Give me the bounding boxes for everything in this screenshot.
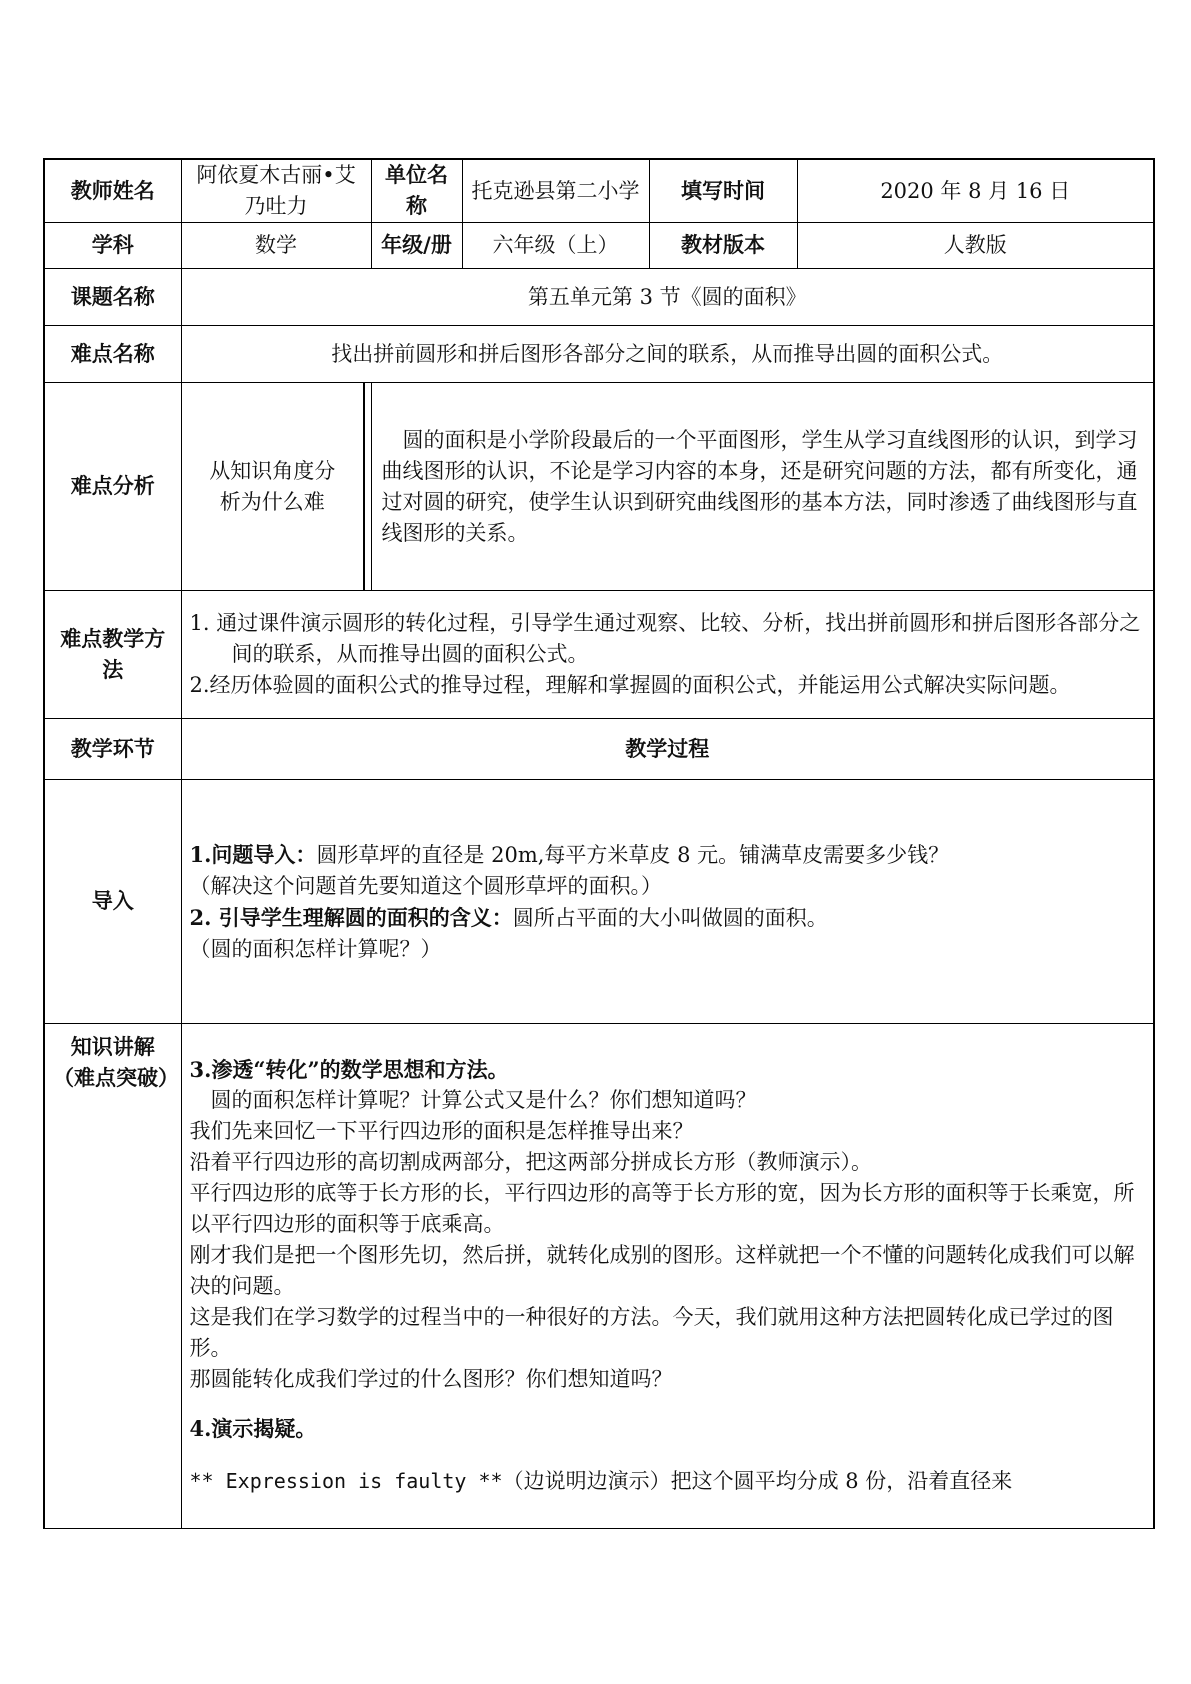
grade-label: 年级/册 xyxy=(371,223,462,269)
difficulty-value: 找出拼前圆形和拼后图形各部分之间的联系，从而推导出圆的面积公式。 xyxy=(181,326,1154,383)
knowledge-row xyxy=(44,1024,1154,1529)
knowledge-para-5: 刚才我们是把一个图形先切，然后拼，就转化成别的图形。这样就把一个不懂的问题转化成我们可以解决的问题。 xyxy=(189,1243,1135,1298)
intro-q1-text: 圆形草坪的直径是 20m,每平方米草皮 8 元。铺满草皮需要多少钱？ xyxy=(316,842,950,867)
analysis-sub-label: 从知识角度分析为什么难 xyxy=(181,383,364,591)
knowledge-para-1: 圆的面积怎样计算呢？计算公式又是什么？你们想知道吗？ xyxy=(210,1088,757,1112)
knowledge-sub-label: （难点突破） xyxy=(53,1066,179,1090)
date-label: 填写时间 xyxy=(649,159,797,223)
unit-name: 托克逊县第二小学 xyxy=(462,159,649,223)
knowledge-para-3: 沿着平行四边形的高切割成两部分，把这两部分拼成长方形（教师演示）。 xyxy=(189,1150,872,1174)
intro-q1-title: 1.问题导入： xyxy=(189,841,317,867)
method-content xyxy=(181,591,1154,719)
intro-q1-note: （解决这个问题首先要知道这个圆形草坪的面积。） xyxy=(189,873,662,898)
subject-value: 数学 xyxy=(181,223,371,269)
intro-content xyxy=(181,780,1154,1024)
process-title: 教学过程 xyxy=(181,719,1154,780)
method-item-2: 2.经历体验圆的面积公式的推导过程，理解和掌握圆的面积公式，并能运用公式解决实际问题。 xyxy=(189,673,1071,697)
lesson-plan-table xyxy=(43,158,1155,1529)
topic-label: 课题名称 xyxy=(44,269,181,326)
edition-value: 人教版 xyxy=(797,223,1154,269)
analysis-label: 难点分析 xyxy=(44,383,181,591)
teacher-name: 阿依夏木古丽•艾乃吐力 xyxy=(181,159,371,223)
header-row-1 xyxy=(44,159,1154,223)
intro-q2-note: （圆的面积怎样计算呢？） xyxy=(189,936,442,961)
process-header-row xyxy=(44,719,1154,780)
subject-label: 学科 xyxy=(44,223,181,269)
method-item-1: 1. 通过课件演示圆形的转化过程，引导学生通过观察、比较、分析，找出拼前圆形和拼后图形各部分之间的联系，从而推导出圆的面积公式。 xyxy=(189,611,1141,666)
section-4-title: 4.演示揭疑。 xyxy=(189,1416,317,1441)
intro-q2-title: 2. 引导学生理解圆的面积的含义： xyxy=(189,904,513,930)
difficulty-label: 难点名称 xyxy=(44,326,181,383)
topic-value: 第五单元第 3 节《圆的面积》 xyxy=(181,269,1154,326)
date-value: 2020 年 8 月 16 日 xyxy=(797,159,1154,223)
intro-q2-text: 圆所占平面的大小叫做圆的面积。 xyxy=(512,905,828,930)
unit-label: 单位名称 xyxy=(371,159,462,223)
process-label: 教学环节 xyxy=(44,719,181,780)
teacher-label: 教师姓名 xyxy=(44,159,181,223)
knowledge-para-4: 平行四边形的底等于长方形的长，平行四边形的高等于长方形的宽，因为长方形的面积等于长乘宽，所以平行四边形的面积等于底乘高。 xyxy=(189,1181,1135,1236)
intro-label: 导入 xyxy=(44,780,181,1024)
method-label: 难点教学方法 xyxy=(44,591,181,719)
grade-value: 六年级（上） xyxy=(462,223,649,269)
analysis-divider xyxy=(364,383,371,591)
method-row xyxy=(44,591,1154,719)
knowledge-content xyxy=(181,1024,1154,1529)
section-3-title: 3.渗透“转化”的数学思想和方法。 xyxy=(189,1057,509,1082)
knowledge-para-8: （边说明边演示）把这个圆平均分成 8 份，沿着直径来 xyxy=(502,1469,1013,1493)
knowledge-label: 知识讲解 xyxy=(70,1035,155,1059)
analysis-text: 圆的面积是小学阶段最后的一个平面图形，学生从学习直线图形的认识，到学习曲线图形的认识，不论是学习内容的本身，还是研究问题的方法，都有所变化，通过对圆的研究，使学生认识到研究曲线图形的基本方法，同时渗透了曲线图形与直线图形的关系。 xyxy=(371,383,1154,591)
knowledge-para-2: 我们先来回忆一下平行四边形的面积是怎样推导出来？ xyxy=(189,1119,694,1143)
knowledge-para-6: 这是我们在学习数学的过程当中的一种很好的方法。今天，我们就用这种方法把圆转化成已学过的图形。 xyxy=(189,1305,1114,1360)
difficulty-row xyxy=(44,326,1154,383)
topic-row xyxy=(44,269,1154,326)
knowledge-para-7: 那圆能转化成我们学过的什么图形？你们想知道吗？ xyxy=(189,1367,673,1391)
analysis-row xyxy=(44,383,1154,591)
header-row-2 xyxy=(44,223,1154,269)
expression-error-text: ** Expression is faulty ** xyxy=(189,1469,503,1493)
intro-row xyxy=(44,780,1154,1024)
edition-label: 教材版本 xyxy=(649,223,797,269)
knowledge-label-cell xyxy=(44,1024,181,1529)
